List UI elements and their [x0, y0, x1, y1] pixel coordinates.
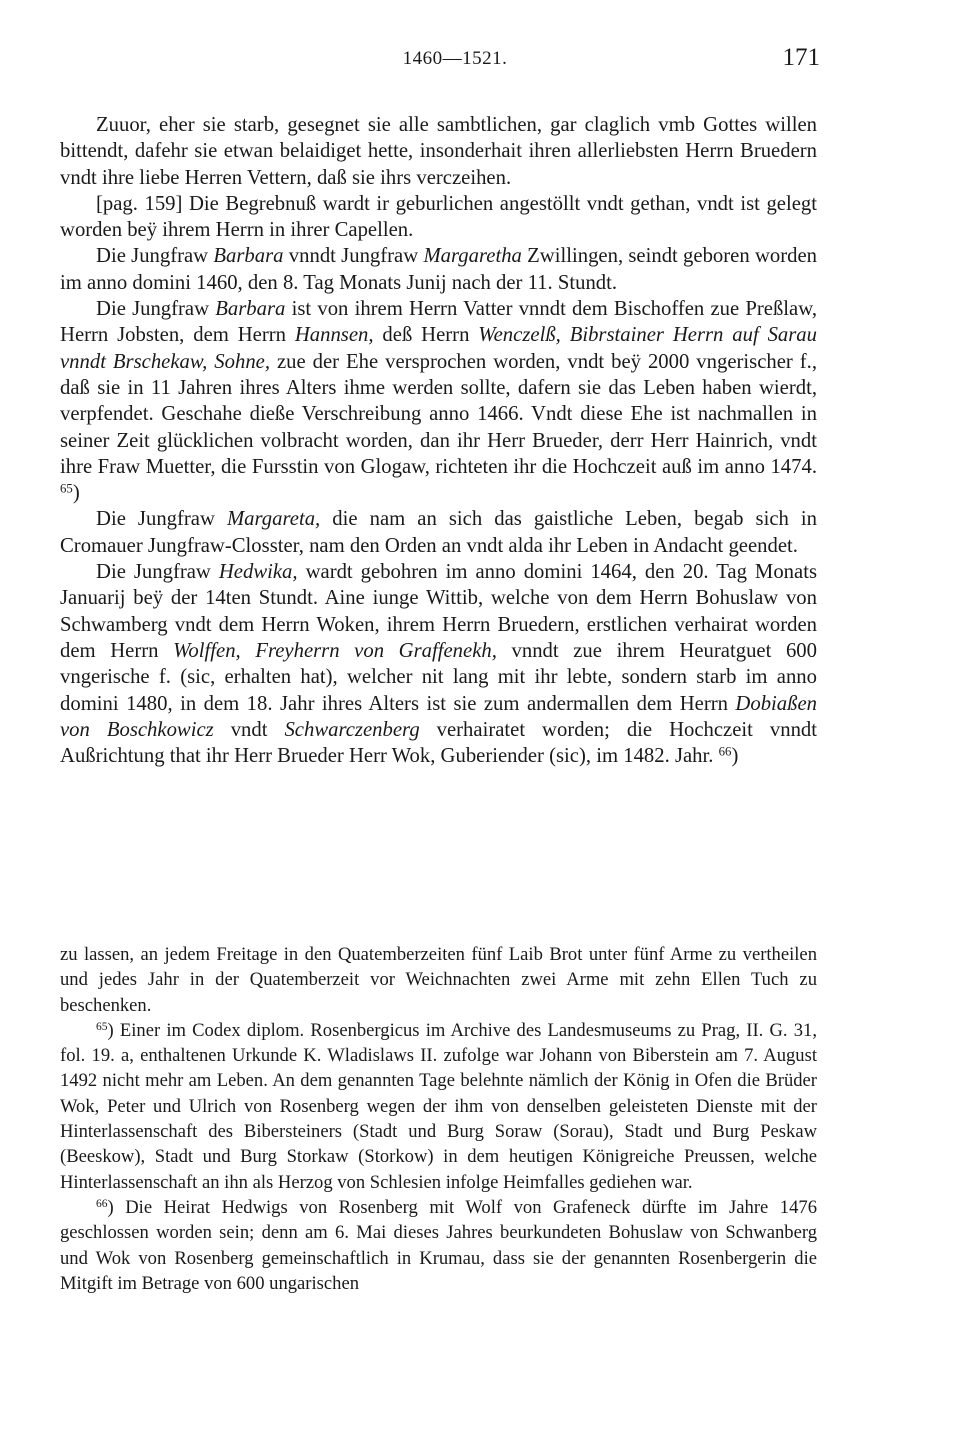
paragraph-4 — [60, 296, 817, 506]
person-name: Barbara — [215, 298, 286, 321]
text-run: die nam an sich das gaistliche Leben, begab sich in Cromauer Jungfraw-Closster, nam den Orden an vndt alda ihr Leben in Andacht geendet. — [60, 508, 817, 557]
person-name: Margaretha — [423, 245, 522, 268]
footnote-text: ) Einer im Codex diplom. Rosenbergicus im Archive des Landesmuseums zu Prag, II. G. 31, fol. 19. a, enthaltenen Urkunde K. Wladislaws II. zufolge war Johann von Biberstein am 7. August 1492 nicht mehr am Leben. An dem genannten Tage belehnte nämlich der König in Ofen die Brüder Wok, Peter und Ulrich von Rosenberg wegen der ihm von denselben geleisteten Dienste mit der Hinterlassenschaft des Bibersteiners (Stadt und Burg Soraw (Sorau), Stadt und Burg Peskaw (Beeskow), Stadt und Burg Storkaw (Storkow) in dem heutigen Königreiche Preussen, welche Hinterlassenschaft an ihn als Herzog von Schlesien infolge Heimfalles gediehen war. — [60, 1019, 817, 1193]
footnote-66 — [60, 1195, 817, 1296]
text-run: vnndt zue ihrem Heuratguet 600 vngerische f. (sic, erhalten hat), welcher nit lang mit ihr lebte, sondern starb im anno domini 1480, in dem 18. Jahr ihres Alters ist sie zum andermallen dem Herrn — [60, 639, 817, 715]
paragraph-5 — [60, 506, 817, 559]
text-run: vnndt Jungfraw — [283, 245, 424, 268]
footnote-text: ) Die Heirat Hedwigs von Rosenberg mit Wolf von Grafeneck dürfte im Jahre 1476 geschlossen worden sein; denn am 6. Mai dieses Jahres beurkundeten Bohuslaw von Schwanberg und Wok von Rosenberg gemeinschaftlich in Krumau, dass sie der genannten Rosenbergerin die Mitgift im Betrage von 600 ungarischen — [60, 1196, 817, 1294]
text-run: ist von ihrem Herrn Vatter vnndt dem Bischoffen zue Preßlaw, Herrn Jobsten, dem Herrn — [60, 298, 817, 347]
person-name: Hedwika, — [218, 561, 298, 584]
running-head: 1460—1521. — [402, 48, 508, 69]
page-header — [90, 44, 820, 80]
footnote-mark: 65 — [96, 1021, 108, 1034]
paragraph-6 — [60, 559, 817, 769]
person-name: Barbara — [213, 245, 284, 268]
text-run: ) — [72, 482, 80, 505]
paragraph-1: Zuuor, eher sie starb, gesegnet sie alle sambtlichen, gar claglich vmb Gottes willen bittendt, dafehr sie etwan belaidiget hette, insonderhait ihren allerliebsten Herrn Bruedern vndt ihre liebe Herren Vettern, daß sie ihrs verczeihen. — [60, 114, 817, 189]
main-text — [60, 112, 817, 769]
person-name: Wenczelß, Bibrstainer Herrn auf Sarau vnndt Brschekaw, Sohne, — [60, 324, 817, 373]
person-name: Dobiaßen von Boschkowicz — [60, 692, 817, 741]
text-run: zue der Ehe versprochen worden, vndt beÿ 2000 vngerischer f., daß sie in 11 Jahren ihres Alters ihme werden sollte, dafern sie das Leben haben wierdt, verpfendet. Geschahe dieße Verschreibung anno 1466. Vndt diese Ehe ist nachmallen in seiner Zeit glücklichen volbracht worden, dan ihr Herr Brueder, derr Herr Hainrich, vndt ihre Fraw Muetter, die Fursstin von Glogaw, richteten ihr die Hochczeit auß im anno 1474. — [60, 350, 817, 478]
person-name: Schwarczenberg — [284, 718, 420, 741]
text-run: Die Jungfraw — [96, 561, 219, 584]
text-run: verhairatet worden; die Hochczeit vnndt Außrichtung that ihr Herr Brueder Herr Wok, Guberiender (sic), im 1482. Jahr. — [60, 718, 818, 768]
footnote-continuation: zu lassen, an jedem Freitage in den Quatemberzeiten fünf Laib Brot unter fünf Arme zu vertheilen und jedes Jahr in der Quatemberzeit vor Weichnachten zwei Arme mit zehn Ellen Tuch zu beschenken. — [60, 944, 817, 1016]
text-run: ) — [731, 745, 739, 768]
text-run: Die Jungfraw — [96, 298, 216, 321]
text-run: Zwillingen, seindt geboren worden im anno domini 1460, den 8. Tag Monats Junij nach der 11. Stundt. — [60, 245, 817, 294]
footnotes — [60, 942, 817, 1296]
footnote-ref-65: 65 — [60, 481, 73, 496]
text-run: vndt — [213, 718, 285, 741]
paragraph-3 — [60, 243, 817, 296]
footnote-ref-66: 66 — [718, 744, 732, 759]
text-run: deß Herrn — [373, 324, 479, 347]
page-number: 171 — [782, 44, 820, 71]
person-name: Wolffen, Freyherrn von Graffenekh, — [173, 639, 497, 662]
person-name: Margareta, — [226, 508, 321, 531]
paragraph-2: [pag. 159] Die Begrebnuß wardt ir geburlichen angestöllt vndt gethan, vndt ist gelegt worden beÿ ihrem Herrn in ihrer Capellen. — [60, 192, 817, 242]
text-run: Die Jungfraw — [96, 508, 227, 531]
text-run: Die Jungfraw — [96, 245, 214, 268]
footnote-mark: 66 — [96, 1198, 108, 1211]
person-name: Hannsen, — [294, 324, 374, 347]
footnote-65 — [60, 1018, 817, 1195]
text-run: wardt gebohren im anno domini 1464, den 20. Tag Monats Januarij beÿ der 14ten Stundt. Aine iunge Wittib, welche von dem Herrn Bohuslaw von Schwamberg vndt dem Herrn Woken, ihrem Herrn Bruedern, erstlichen verhairat worden dem Herrn — [60, 561, 817, 662]
